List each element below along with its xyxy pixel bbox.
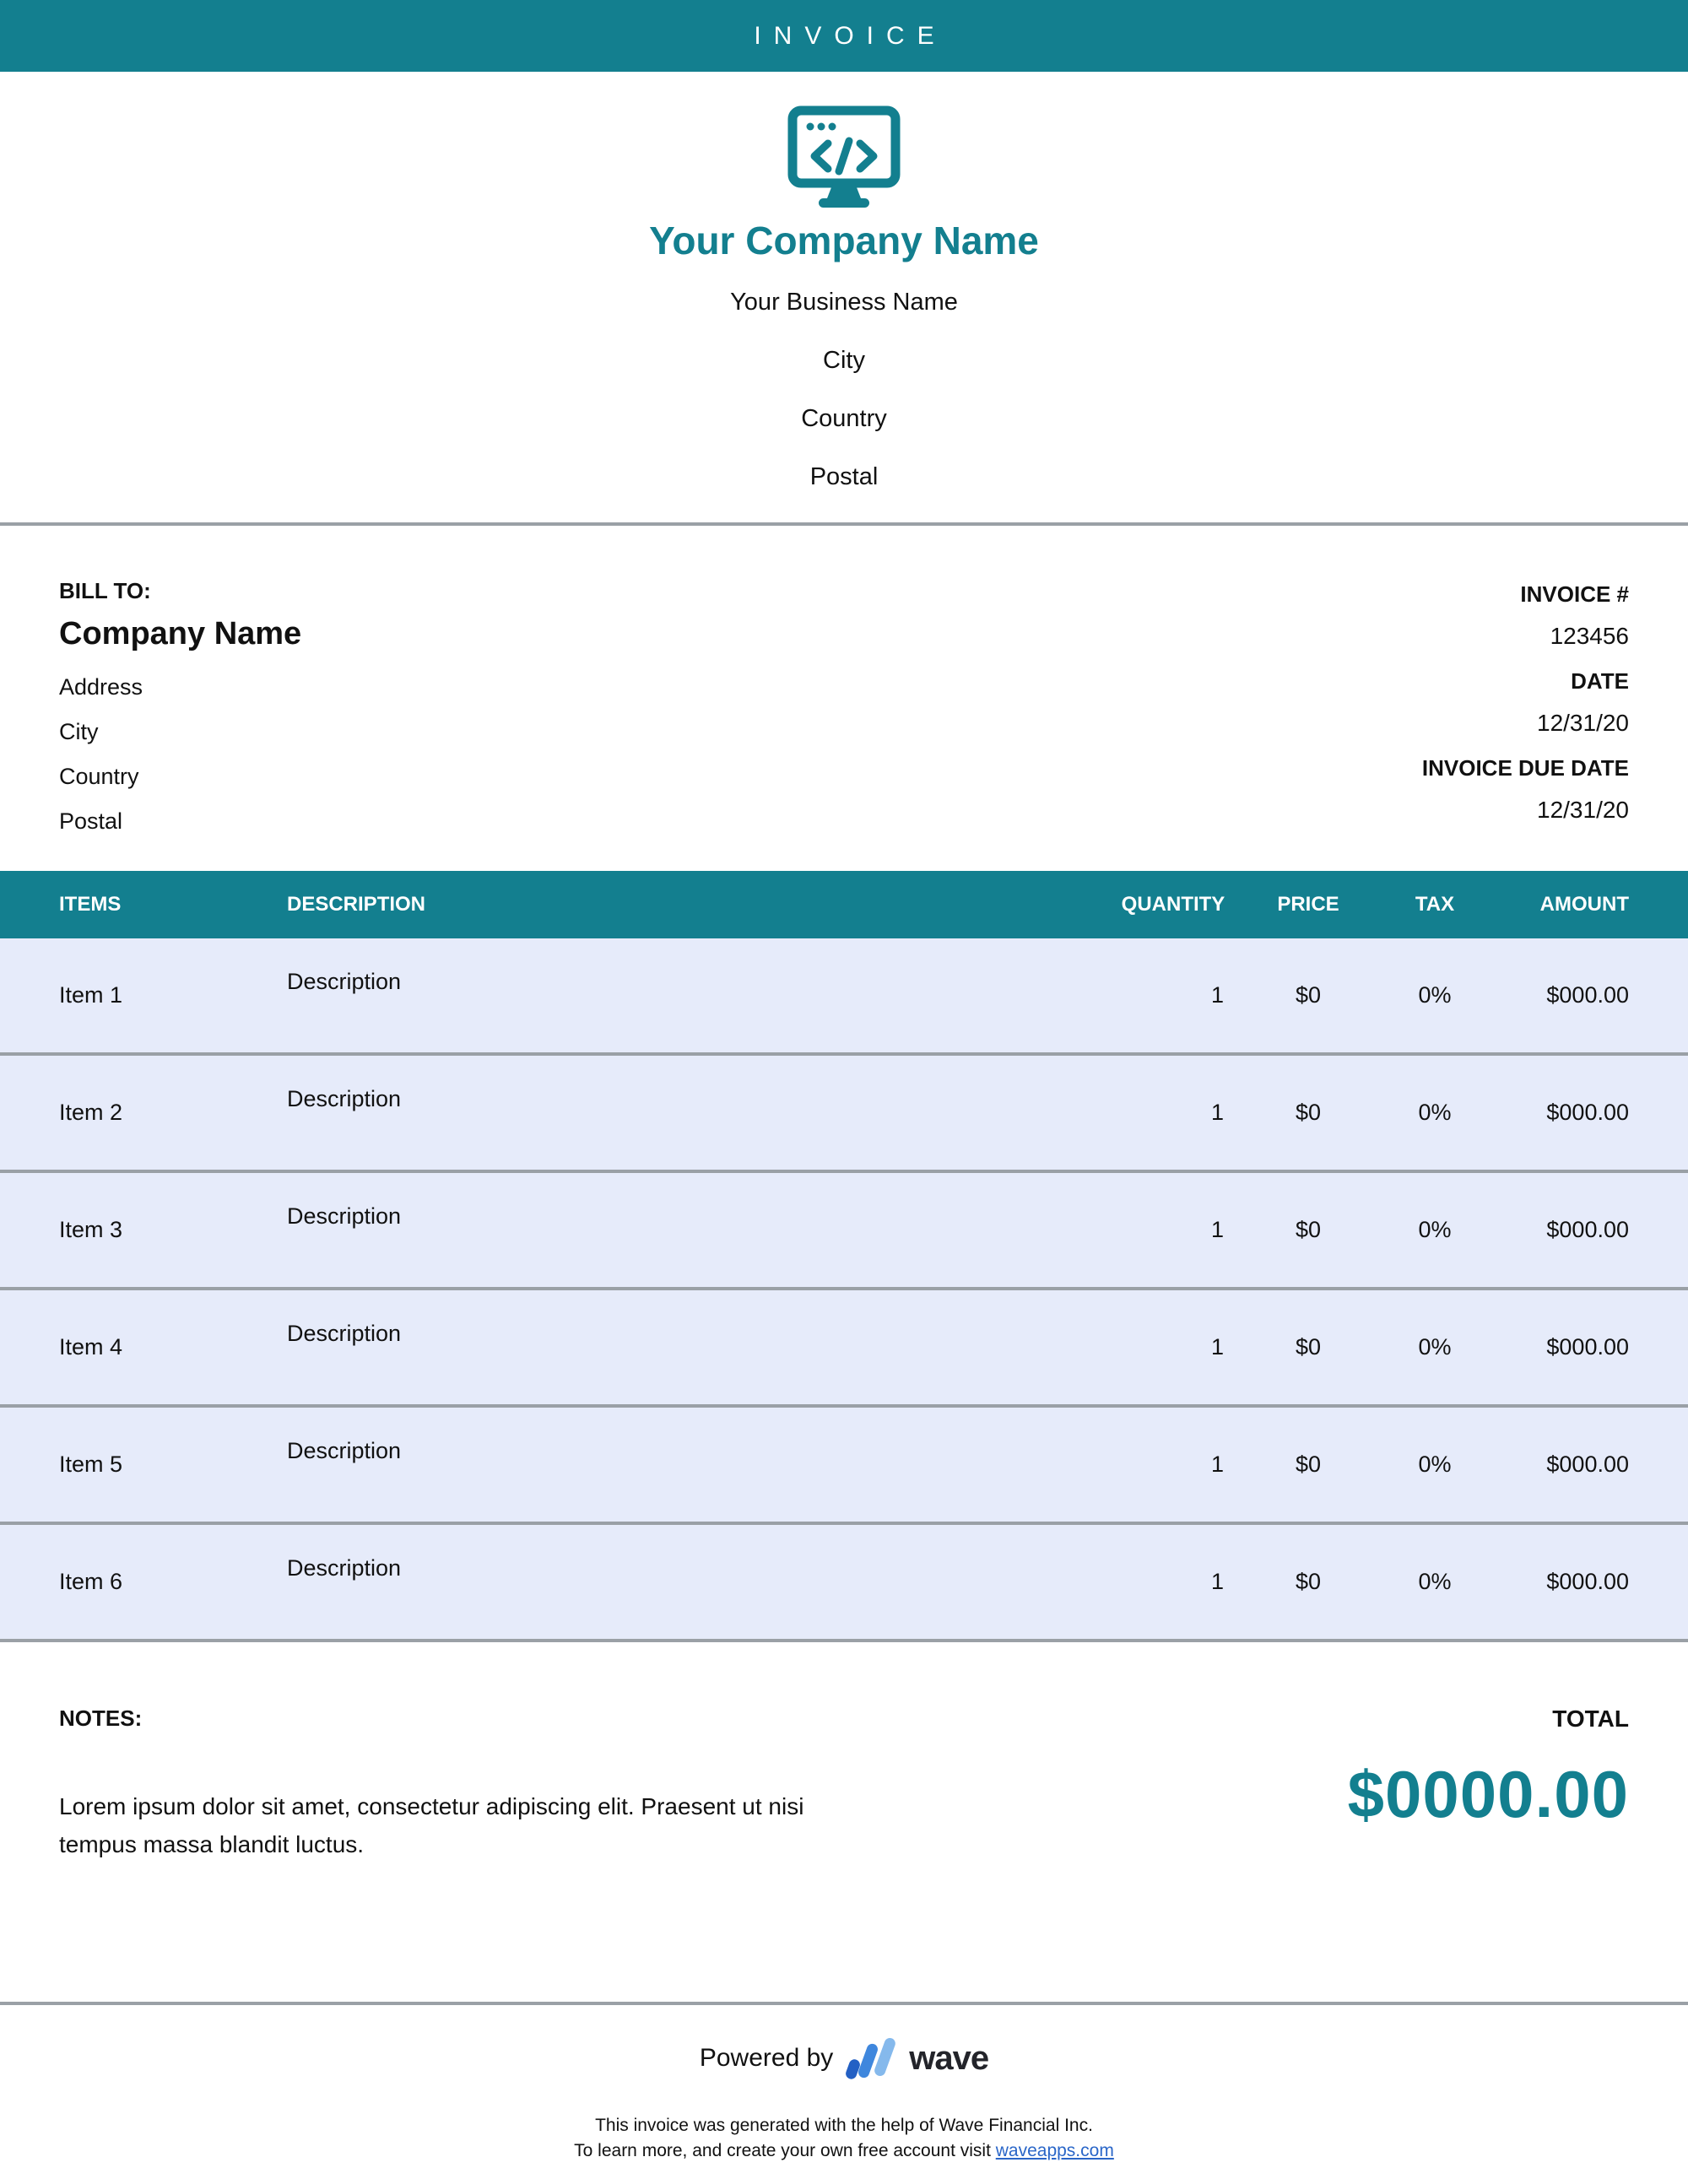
invoice-banner [0, 0, 1688, 72]
invoice-number-label: INVOICE # [1520, 581, 1629, 607]
company-name: Your Company Name [649, 219, 1039, 262]
footer-line2 [0, 2138, 1688, 2164]
invoice-due-date: 12/31/20 [1537, 797, 1629, 823]
row-price: $0 [1295, 1100, 1322, 1125]
table-row [0, 1290, 1688, 1408]
powered-by-text: Powered by [699, 2044, 834, 2072]
row-quantity: 1 [1210, 1451, 1224, 1477]
invoice-meta-block [1422, 578, 1629, 871]
col-header-amount: AMOUNT [1539, 893, 1629, 916]
footer-fine-print [0, 2113, 1688, 2164]
bill-to-block [59, 578, 301, 871]
col-header-tax: TAX [1415, 893, 1455, 916]
bill-to-address: Address [59, 674, 143, 700]
summary-section [0, 1642, 1688, 2002]
row-description: Description [287, 1086, 402, 1111]
row-item: Item 6 [59, 1569, 123, 1594]
row-price: $0 [1295, 1451, 1322, 1477]
col-header-quantity: QUANTITY [1121, 893, 1225, 916]
row-amount: $000.00 [1546, 1569, 1629, 1594]
company-header [0, 72, 1688, 526]
total-label: TOTAL [1552, 1706, 1629, 1732]
row-tax: 0% [1418, 1217, 1452, 1242]
row-tax: 0% [1418, 1100, 1452, 1125]
row-amount: $000.00 [1546, 1100, 1629, 1125]
notes-label: NOTES: [59, 1706, 143, 1731]
table-row [0, 1408, 1688, 1525]
business-name: Your Business Name [730, 289, 958, 316]
billing-section [0, 526, 1688, 871]
company-logo-monitor-code-icon [781, 104, 907, 209]
table-row [0, 1525, 1688, 1642]
row-quantity: 1 [1210, 1217, 1224, 1242]
notes-text: Lorem ipsum dolor sit amet, consectetur adipiscing elit. Praesent ut nisi tempus massa blandit luctus. [59, 1793, 804, 1857]
header-postal: Postal [809, 463, 879, 490]
row-item: Item 4 [59, 1334, 123, 1360]
col-header-items: ITEMS [59, 893, 122, 916]
row-tax: 0% [1418, 1569, 1452, 1594]
invoice-banner-title: INVOICE [754, 21, 947, 50]
row-description: Description [287, 1321, 402, 1346]
row-price: $0 [1295, 1569, 1322, 1594]
invoice-date: 12/31/20 [1537, 710, 1629, 736]
wave-logo-icon [845, 2035, 897, 2081]
bill-to-country: Country [59, 764, 139, 789]
invoice-number: 123456 [1550, 623, 1629, 649]
row-price: $0 [1295, 1334, 1322, 1360]
wave-wordmark: wave [909, 2039, 989, 2077]
row-price: $0 [1295, 1217, 1322, 1242]
footer-line1: This invoice was generated with the help of Wave Financial Inc. [595, 2116, 1093, 2135]
row-item: Item 5 [59, 1451, 123, 1477]
row-description: Description [287, 1555, 402, 1581]
row-quantity: 1 [1210, 1334, 1224, 1360]
row-tax: 0% [1418, 1451, 1452, 1477]
row-quantity: 1 [1210, 1569, 1224, 1594]
header-city: City [823, 347, 865, 374]
table-row [0, 1173, 1688, 1290]
row-amount: $000.00 [1546, 1451, 1629, 1477]
row-amount: $000.00 [1546, 1334, 1629, 1360]
table-row [0, 938, 1688, 1056]
row-price: $0 [1295, 982, 1322, 1008]
footer [0, 2002, 1688, 2184]
row-tax: 0% [1418, 1334, 1452, 1360]
row-description: Description [287, 1203, 402, 1229]
bill-to-city: City [59, 719, 99, 744]
row-amount: $000.00 [1546, 982, 1629, 1008]
table-body [0, 938, 1688, 1642]
total-amount: $0000.00 [1347, 1757, 1629, 1831]
table-header [0, 871, 1688, 938]
waveapps-link[interactable]: waveapps.com [995, 2141, 1114, 2160]
total-block [1348, 1706, 1629, 2002]
col-header-description: DESCRIPTION [287, 893, 426, 916]
footer-line2-text: To learn more, and create your own free account visit [574, 2141, 996, 2160]
bill-to-postal: Postal [59, 808, 123, 834]
row-amount: $000.00 [1546, 1217, 1629, 1242]
row-item: Item 1 [59, 982, 123, 1008]
row-quantity: 1 [1210, 982, 1224, 1008]
bill-to-label: BILL TO: [59, 578, 151, 603]
row-item: Item 2 [59, 1100, 123, 1125]
row-quantity: 1 [1210, 1100, 1224, 1125]
invoice-due-date-label: INVOICE DUE DATE [1421, 755, 1629, 781]
notes-block [59, 1706, 886, 2002]
table-row [0, 1056, 1688, 1173]
row-description: Description [287, 969, 402, 994]
powered-by-row [0, 2035, 1688, 2081]
row-tax: 0% [1418, 982, 1452, 1008]
col-header-price: PRICE [1277, 893, 1339, 916]
invoice-date-label: DATE [1571, 668, 1629, 694]
row-item: Item 3 [59, 1217, 123, 1242]
header-country: Country [801, 405, 887, 432]
row-description: Description [287, 1438, 402, 1463]
bill-to-company: Company Name [59, 616, 302, 651]
